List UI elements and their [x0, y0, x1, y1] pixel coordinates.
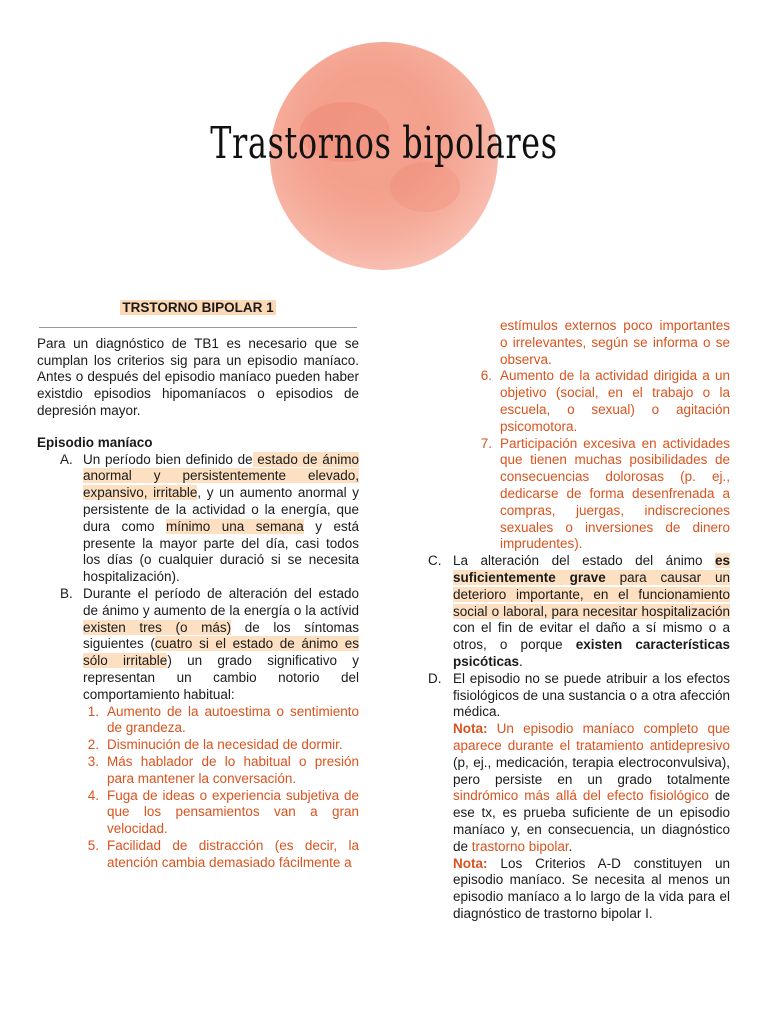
- criterion-a-text: [83, 452, 359, 586]
- section-title-text: TRSTORNO BIPOLAR 1: [122, 300, 274, 315]
- text: Los Criterios A-D constituyen un episodio maníaco. Se necesita al menos un episodio maníaco a lo largo de la vida para el diagnóstico de trastorno bipolar I.: [453, 855, 730, 921]
- text: y está presente la mayor parte del día, casi todos los días (o cualquier duració si se necesita hospitalización).: [83, 518, 359, 585]
- text: El episodio no se puede atribuir a los efectos fisiológicos de una sustancia o a otra afección médica.: [453, 670, 730, 720]
- highlight: estado de ánimo anormal y persistentemente elevado, expansivo, irritable: [83, 451, 359, 501]
- note-label: Nota:: [453, 721, 488, 737]
- symptom-text: Participación excesiva en actividades que tienen muchas posibilidades de consecuencias dolorosas (p. ej., dedicarse de forma desenfrenada a compras, juergas, indiscreciones sexuales o inversiones de dinero imprudentes).: [500, 435, 730, 552]
- right-column: [428, 318, 730, 923]
- criterion-b-marker: B.: [60, 585, 73, 601]
- criterion-b: [37, 586, 359, 704]
- page-title: Trastornos bipolares: [210, 118, 558, 169]
- criterion-d-marker: D.: [428, 670, 442, 686]
- criterion-c-text: [453, 553, 730, 671]
- criterion-d: [428, 671, 730, 923]
- text: de ese tx, es prueba suficiente de un episodio maníaco y, en consecuencia, un diagnóstico de: [453, 788, 730, 854]
- criterion-b-text: [83, 586, 359, 704]
- symptom-number: 1.: [87, 703, 99, 719]
- criterion-c-marker: C.: [428, 553, 442, 569]
- criterion-d-text: [453, 671, 730, 923]
- criterion-a-marker: A.: [60, 451, 73, 467]
- highlight: cuatro si el estado de ánimo es sólo irritable: [83, 636, 360, 669]
- symptom-text: Facilidad de distracción (es decir, la atención cambia demasiado fácilmente a: [107, 837, 359, 870]
- symptom-text: Aumento de la actividad dirigida a un objetivo (social, en el trabajo o la escuela, o sexual) o agitación psicomotora.: [500, 368, 730, 434]
- text: con el fin de evitar el daño a sí mismo o a otros, o porque: [453, 620, 730, 653]
- symptom-list: [37, 704, 359, 872]
- symptom-number: 2.: [87, 737, 99, 753]
- symptom-continuation: estímulos externos poco importantes o irrelevantes, según se informa o se observa.: [500, 318, 730, 367]
- symptom-item: [428, 436, 730, 554]
- highlight: es suficientemente grave: [453, 553, 730, 585]
- text: Un período bien definido de: [83, 451, 253, 467]
- symptom-item: [428, 368, 730, 435]
- text: .: [519, 653, 523, 669]
- note-label: Nota:: [453, 855, 488, 871]
- text: (p, ej., medicación, terapia electroconvulsiva), pero persiste en un grado totalmente: [453, 754, 730, 787]
- text: Durante el período de alteración del estado de ánimo y aumento de la energía o la actívid: [83, 585, 359, 618]
- bold-text: existen características psicóticas: [453, 637, 730, 669]
- highlight: existen tres (o más): [83, 619, 232, 635]
- episodio-heading: Episodio maníaco: [37, 434, 153, 450]
- symptom-item: [77, 788, 359, 838]
- symptom-item: [77, 704, 359, 738]
- note-orange-text: sindrómico más allá del efecto fisiológico: [453, 788, 709, 804]
- text: , y un aumento anormal y persistente de la actividad o la energía, que dura como: [83, 485, 359, 534]
- note-orange-text: Un episodio maníaco completo que aparece durante el tratamiento antidepresivo: [453, 721, 730, 753]
- symptom-number: 4.: [87, 787, 99, 803]
- symptom-item: [77, 737, 359, 754]
- left-column: [37, 300, 359, 872]
- symptom-text: Fuga de ideas o experiencia subjetiva de que los pensamientos van a gran velocidad.: [107, 787, 359, 837]
- symptom-text: Más hablador de lo habitual o presión para mantener la conversación.: [107, 753, 359, 786]
- criterion-a: [37, 452, 359, 586]
- highlight: para causar un deterioro importante, en el funcionamiento social o laboral, para necesitar hospitalización: [453, 569, 730, 619]
- divider: [39, 327, 357, 328]
- section-title: [37, 300, 359, 317]
- symptom-number: 6.: [480, 368, 492, 384]
- text: .: [568, 838, 573, 854]
- symptom-text: Aumento de la autoestima o sentimiento de grandeza.: [107, 703, 359, 736]
- symptom-number: 7.: [480, 435, 492, 451]
- text: ) un grado significativo y representan un cambio notorio del comportamiento habitual:: [83, 653, 359, 702]
- highlight: mínimo una semana: [166, 518, 304, 534]
- text: La alteración del estado del ánimo: [453, 553, 715, 569]
- symptom-item: [77, 754, 359, 788]
- symptom-text: Disminución de la necesidad de dormir.: [107, 737, 343, 753]
- intro-paragraph: Para un diagnóstico de TB1 es necesario que se cumplan los criterios sig para un episodio maníaco. Antes o después del episodio maníaco pueden haber existdio episodios hipomaníacos o episodios de depresión mayor.: [37, 335, 359, 418]
- criterion-c: [428, 553, 730, 671]
- symptom-number: 3.: [87, 753, 99, 769]
- note-orange-text: trastorno bipolar: [471, 838, 569, 854]
- symptom-item: [77, 838, 359, 872]
- text: de los síntomas siguientes (: [83, 619, 359, 652]
- symptom-number: 5.: [87, 837, 99, 853]
